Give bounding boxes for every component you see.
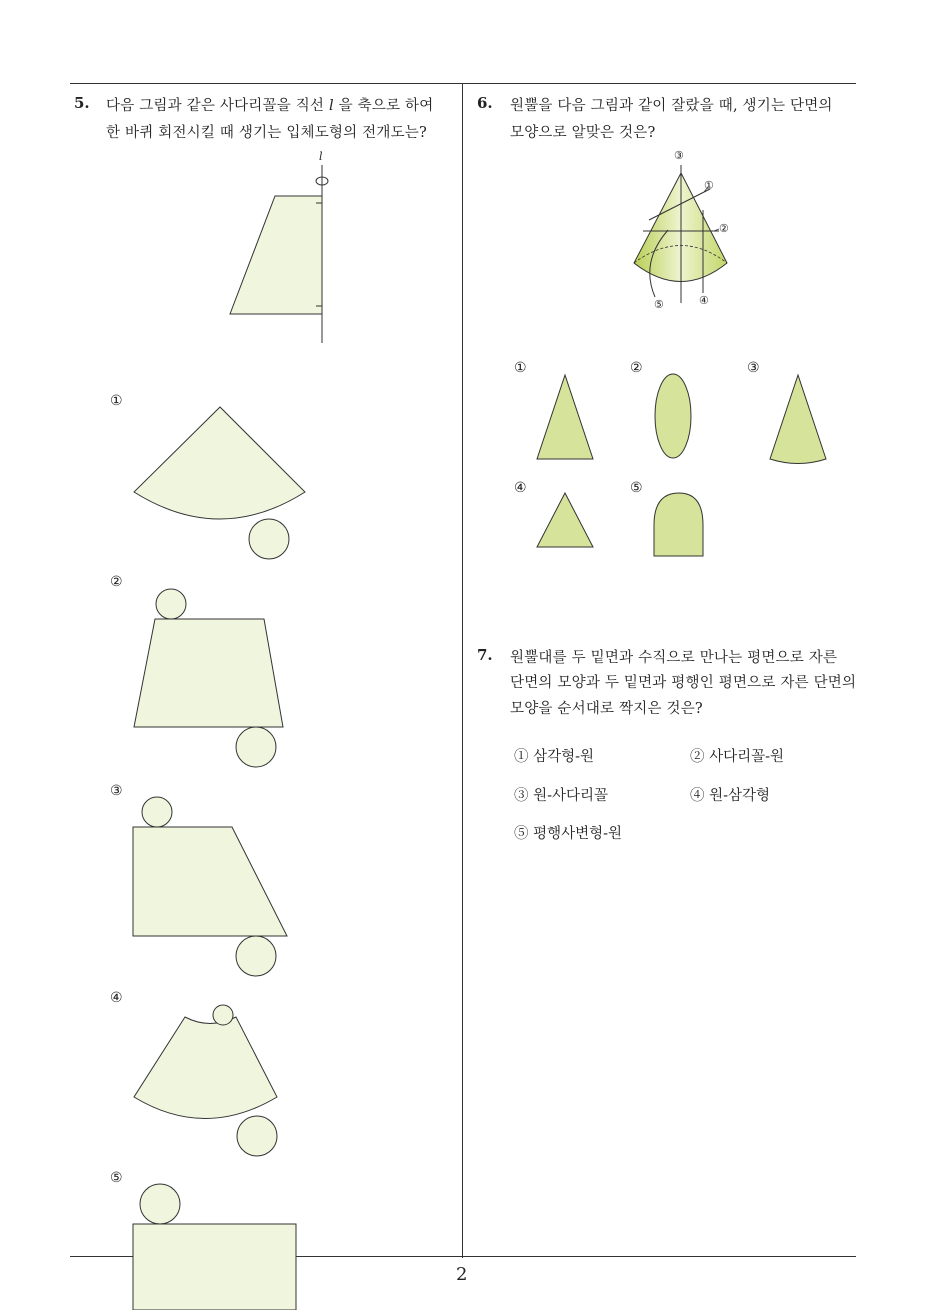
q7-number: 7.	[477, 646, 493, 664]
q6-text-line1: 원뿔을 다음 그림과 같이 잘랐을 때, 생기는 단면의	[510, 98, 833, 114]
q6-opt3-cone-section[interactable]	[770, 375, 826, 464]
q5-text-line1-b: 을 축으로 하여	[338, 98, 434, 114]
q6-text-line2: 모양으로 알맞은 것은?	[510, 125, 656, 141]
q7-option-5[interactable]: ⑤ 평행사변형-원	[514, 826, 623, 842]
q6-option-3-label[interactable]: ③	[747, 360, 760, 376]
q7-option-2[interactable]: ② 사다리꼴-원	[690, 749, 785, 765]
q6-opt1-triangle[interactable]	[537, 375, 593, 459]
q5-axis-variable: l	[328, 98, 334, 114]
q7-text-line3: 모양을 순서대로 짝지은 것은?	[510, 701, 703, 717]
q7-option-1[interactable]: ① 삼각형-원	[514, 749, 595, 765]
q6-option-2-label[interactable]: ②	[630, 360, 643, 376]
q6-number: 6.	[477, 94, 493, 112]
q7-option-3[interactable]: ③ 원-사다리꼴	[514, 788, 609, 804]
q6-cut-label-3: ③	[674, 149, 684, 162]
q5-option-3-label[interactable]: ③	[110, 783, 123, 799]
q6-cut-label-4: ④	[699, 294, 709, 307]
q6-option-4-label[interactable]: ④	[514, 480, 527, 496]
q5-text-line2: 한 바퀴 회전시킬 때 생기는 입체도형의 전개도는?	[106, 125, 427, 141]
q7-text-line2: 단면의 모양과 두 밑면과 평행인 평면으로 자른 단면의	[510, 675, 857, 691]
q6-cut-label-1: ①	[704, 179, 714, 192]
q5-option-2-label[interactable]: ②	[110, 574, 123, 590]
q7-text-line1: 원뿔대를 두 밑면과 수직으로 만나는 평면으로 자른	[510, 650, 838, 666]
q6-option-1-label[interactable]: ①	[514, 360, 527, 376]
q5-option-5-label[interactable]: ⑤	[110, 1170, 123, 1186]
q6-option-5-label[interactable]: ⑤	[630, 480, 643, 496]
q5-axis-label: l	[319, 150, 323, 163]
q5-option-1-label[interactable]: ①	[110, 393, 123, 409]
q6-opt4-triangle[interactable]	[537, 493, 593, 547]
q7-option-4[interactable]: ④ 원-삼각형	[690, 788, 771, 804]
q5-number: 5.	[74, 94, 90, 112]
q5-option-4-label[interactable]: ④	[110, 990, 123, 1006]
page-number: 2	[456, 1264, 468, 1285]
q5-text-line1-a: 다음 그림과 같은 사다리꼴을 직선	[106, 98, 325, 114]
q6-opt5-arch[interactable]	[654, 493, 703, 556]
q6-cut-label-2: ②	[719, 222, 729, 235]
q6-cut-label-5: ⑤	[654, 298, 664, 311]
q6-opt2-ellipse[interactable]	[655, 374, 691, 458]
